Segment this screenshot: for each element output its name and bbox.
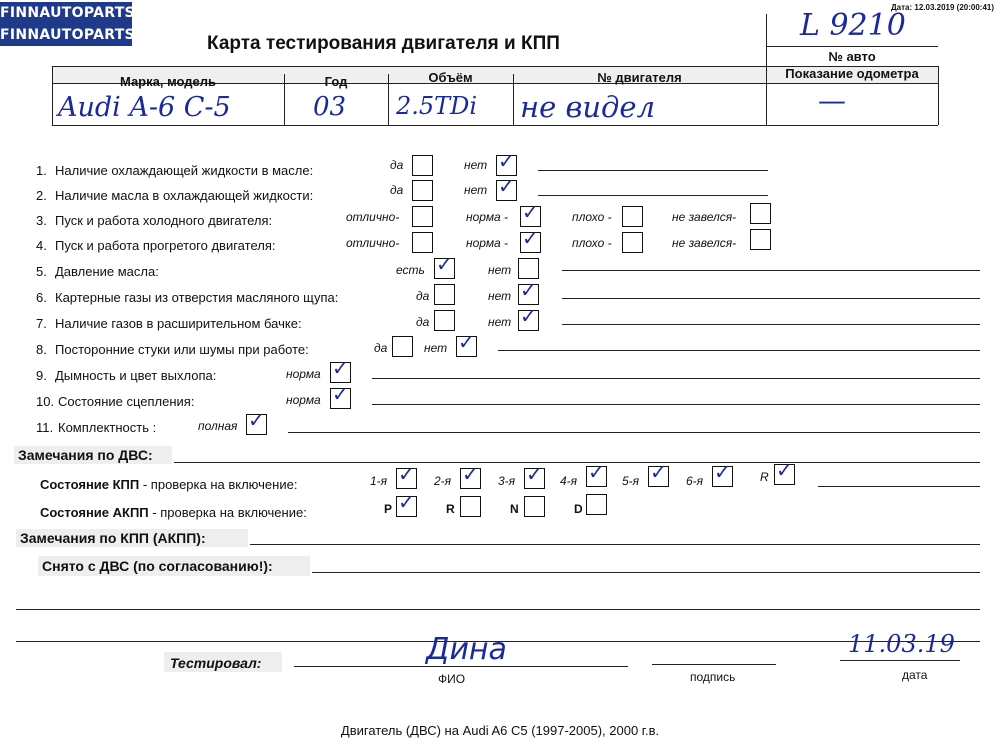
kpp-state-bold: Состояние КПП (40, 477, 140, 492)
q4-otlichno-checkbox[interactable] (412, 232, 433, 253)
q5-est-check: ✓ (436, 252, 453, 276)
date-line (840, 660, 960, 661)
q5-est-checkbox[interactable] (434, 252, 455, 279)
removed-line (312, 572, 980, 573)
q9-norma-check: ✓ (332, 356, 349, 380)
akpp-p-label: P (384, 502, 393, 516)
tested-label: Тестировал: (170, 655, 262, 671)
q6-net-checkbox[interactable] (518, 278, 539, 305)
date-caption: дата (902, 668, 928, 682)
q11-polnaya-check: ✓ (248, 408, 265, 432)
q1-da-label: да (390, 158, 404, 172)
q3-ploho-label: плохо - (572, 210, 612, 224)
q4-ploho-checkbox[interactable] (622, 232, 643, 253)
q7-text: Наличие газов в расширительном бачке: (55, 316, 302, 331)
hw-odometer: — (818, 84, 846, 117)
q5-est-label: есть (396, 263, 425, 277)
q3-norma-label: норма - (466, 210, 509, 224)
q7-net-check: ✓ (520, 304, 537, 328)
gear-3-checkbox[interactable] (524, 462, 545, 489)
q11-comment-line (288, 432, 980, 433)
q7-comment-line (562, 324, 980, 325)
q1-da-checkbox[interactable] (412, 155, 433, 176)
q3-text: Пуск и работа холодного двигателя: (55, 213, 273, 228)
gear-r-check: ✓ (776, 458, 793, 482)
gear-4-check: ✓ (588, 460, 605, 484)
akpp-state-rest: - проверка на включение: (148, 505, 307, 520)
gear-r-label: R (760, 470, 769, 484)
q3-norma-checkbox[interactable] (520, 200, 541, 227)
page-caption: Двигатель (ДВС) на Audi A6 C5 (1997-2005), 2000 г.в. (340, 723, 660, 738)
q10-comment-line (372, 404, 980, 405)
q1-net-check: ✓ (498, 149, 515, 173)
q3-ne-zavelsya-label: не завелся- (672, 210, 737, 224)
kpp-remarks-line (250, 544, 980, 545)
plate-underline (766, 46, 938, 47)
q2-comment-line (538, 195, 768, 196)
akpp-r-label: R (446, 502, 455, 516)
q4-norma-label: норма - (466, 236, 509, 250)
q6-da-checkbox[interactable] (434, 284, 455, 305)
q9-norma-checkbox[interactable] (330, 356, 351, 383)
hw-engine-number: не видел (520, 90, 656, 124)
q8-number: 8. (36, 342, 47, 357)
akpp-d-checkbox[interactable] (586, 494, 607, 515)
header-year: Год (324, 74, 348, 89)
gear-6-label: 6-я (686, 474, 704, 488)
signature-caption: подпись (690, 670, 736, 684)
auto-number-label: № авто (828, 49, 876, 64)
q4-ne-zavelsya-label: не завелся- (672, 236, 737, 250)
q5-net-checkbox[interactable] (518, 258, 539, 279)
q10-norma-check: ✓ (332, 382, 349, 406)
q11-text: Комплектность : (58, 420, 157, 435)
q7-net-label: нет (488, 315, 512, 329)
dvs-remarks-line (174, 462, 980, 463)
gear-4-checkbox[interactable] (586, 460, 607, 487)
q9-number: 9. (36, 368, 47, 383)
q9-text: Дымность и цвет выхлопа: (55, 368, 217, 383)
gear-3-check: ✓ (526, 462, 543, 486)
q2-da-label: да (390, 183, 404, 197)
gear-3-label: 3-я (498, 474, 516, 488)
q7-number: 7. (36, 316, 47, 331)
hw-signature-name: Дина (426, 632, 507, 667)
q4-norma-check: ✓ (522, 226, 539, 250)
q4-ploho-label: плохо - (572, 236, 612, 250)
gear-6-check: ✓ (714, 460, 731, 484)
q1-number: 1. (36, 163, 47, 178)
q8-net-label: нет (424, 341, 448, 355)
q4-otlichno-label: отлично- (346, 236, 400, 250)
akpp-p-checkbox[interactable] (396, 490, 417, 517)
q4-norma-checkbox[interactable] (520, 226, 541, 253)
q1-net-checkbox[interactable] (496, 149, 517, 176)
q1-net-label: нет (464, 158, 488, 172)
hw-date: 11.03.19 (848, 630, 955, 658)
q3-ploho-checkbox[interactable] (622, 206, 643, 227)
date-stamp: Дата: 12.03.2019 (20:00:41) (890, 3, 994, 12)
gear-1-label: 1-я (370, 474, 388, 488)
q10-norma-checkbox[interactable] (330, 382, 351, 409)
akpp-n-label: N (510, 502, 519, 516)
q6-net-label: нет (488, 289, 512, 303)
removed-bold: Снято с ДВС (42, 558, 130, 574)
q5-number: 5. (36, 264, 47, 279)
table-bottom-line (52, 125, 938, 126)
kpp-state-label (40, 477, 297, 492)
q3-otlichno-checkbox[interactable] (412, 206, 433, 227)
kpp-remarks-label: Замечания по КПП (АКПП): (20, 530, 206, 546)
q11-number: 11. (36, 420, 54, 435)
q8-net-checkbox[interactable] (456, 330, 477, 357)
watermark-logo-1: FINNAUTOPARTS (0, 2, 132, 24)
gear-2-checkbox[interactable] (460, 462, 481, 489)
table-col-5 (938, 66, 939, 125)
fio-line (294, 666, 628, 667)
header-odometer: Показание одометра (785, 66, 919, 81)
q2-net-checkbox[interactable] (496, 174, 517, 201)
q10-text: Состояние сцепления: (58, 394, 195, 409)
q6-comment-line (562, 298, 980, 299)
q8-comment-line (498, 350, 980, 351)
q8-text: Посторонние стуки или шумы при работе: (55, 342, 309, 357)
q2-text: Наличие масла в охлаждающей жидкости: (55, 188, 314, 203)
akpp-p-check: ✓ (398, 490, 415, 514)
q2-net-label: нет (464, 183, 488, 197)
akpp-n-checkbox[interactable] (524, 496, 545, 517)
q8-net-check: ✓ (458, 330, 475, 354)
q1-comment-line (538, 170, 768, 171)
q6-text: Картерные газы из отверстия масляного щупа: (55, 290, 339, 305)
q4-ne-zavelsya-checkbox[interactable] (750, 229, 771, 250)
watermark-logo-2: FINNAUTOPARTS (0, 24, 132, 46)
q10-norma-label: норма (286, 393, 321, 407)
q2-number: 2. (36, 188, 47, 203)
q7-da-label: да (416, 315, 430, 329)
gear-5-checkbox[interactable] (648, 460, 669, 487)
removed-label (42, 558, 273, 574)
header-make: Марка, модель (119, 74, 217, 89)
gear-2-label: 2-я (434, 474, 452, 488)
q4-number: 4. (36, 238, 47, 253)
q11-polnaya-label: полная (198, 419, 238, 433)
gear-2-check: ✓ (462, 462, 479, 486)
q7-da-checkbox[interactable] (434, 310, 455, 331)
q10-number: 10. (36, 394, 55, 409)
kpp-state-rest: - проверка на включение: (139, 477, 298, 492)
gear-r-checkbox[interactable] (774, 458, 795, 485)
q8-da-label: да (374, 341, 388, 355)
fio-caption: ФИО (438, 672, 466, 686)
q9-norma-label: норма (286, 367, 321, 381)
dvs-remarks-label: Замечания по ДВС: (18, 447, 153, 463)
q6-da-label: да (416, 289, 430, 303)
q3-ne-zavelsya-checkbox[interactable] (750, 203, 771, 224)
hw-make-model: Audi A-6 C-5 (58, 92, 231, 123)
extra-line-1 (16, 609, 980, 610)
gear-5-check: ✓ (650, 460, 667, 484)
gear-4-label: 4-я (560, 474, 578, 488)
q2-da-checkbox[interactable] (412, 180, 433, 201)
gear-1-checkbox[interactable] (396, 462, 417, 489)
q3-number: 3. (36, 213, 47, 228)
hw-plate-number: L 9210 (800, 8, 906, 43)
q5-net-label: нет (488, 263, 512, 277)
q6-number: 6. (36, 290, 47, 305)
q3-otlichno-label: отлично- (346, 210, 400, 224)
kpp-comment-line (818, 486, 980, 487)
q8-da-checkbox[interactable] (392, 336, 413, 357)
gear-6-checkbox[interactable] (712, 460, 733, 487)
akpp-state-label (40, 505, 307, 520)
q6-net-check: ✓ (520, 278, 537, 302)
q7-net-checkbox[interactable] (518, 304, 539, 331)
q5-text: Давление масла: (55, 264, 159, 279)
q2-net-check: ✓ (498, 174, 515, 198)
header-volume: Объём (428, 70, 473, 85)
page-title: Карта тестирования двигателя и КПП (207, 33, 560, 54)
signature-line (652, 664, 776, 665)
hw-year: 03 (313, 92, 347, 122)
akpp-state-bold: Состояние АКПП (40, 505, 149, 520)
q11-polnaya-checkbox[interactable] (246, 408, 267, 435)
gear-1-check: ✓ (398, 462, 415, 486)
akpp-d-label: D (574, 502, 583, 516)
q3-norma-check: ✓ (522, 200, 539, 224)
q9-comment-line (372, 378, 980, 379)
q4-text: Пуск и работа прогретого двигателя: (55, 238, 276, 253)
removed-rest: (по согласованию!): (129, 558, 273, 574)
gear-5-label: 5-я (622, 474, 640, 488)
header-engine-number: № двигателя (597, 70, 682, 85)
q5-comment-line (562, 270, 980, 271)
hw-volume: 2.5TDi (396, 92, 478, 120)
akpp-r-checkbox[interactable] (460, 496, 481, 517)
q1-text: Наличие охлаждающей жидкости в масле: (55, 163, 314, 178)
